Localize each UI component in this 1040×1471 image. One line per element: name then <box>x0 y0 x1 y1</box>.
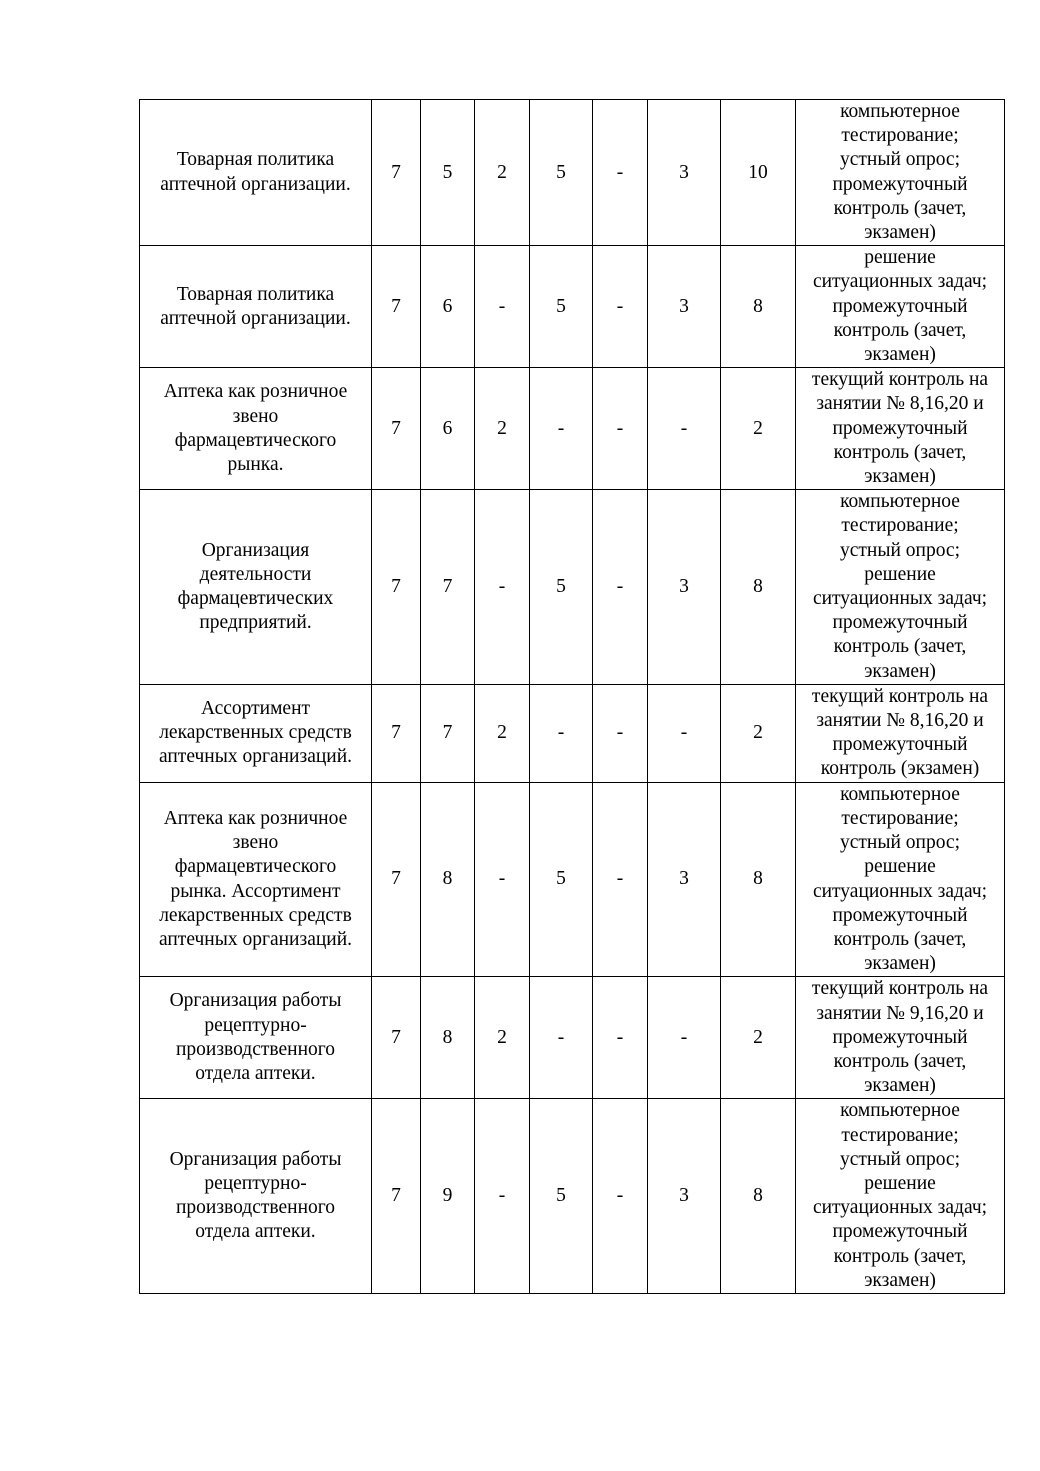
topic-cell: Товарная политика аптечной организации. <box>140 246 372 368</box>
control-form-cell: компьютерное тестирование; устный опрос; решение ситуационных задач; промежуточный контроль (зачет, экзамен) <box>796 490 1005 685</box>
lecture-hours-cell: - <box>475 246 530 368</box>
table-row <box>140 1099 1005 1294</box>
total-hours-cell: 2 <box>721 684 796 782</box>
topic-cell: Организация работы рецептурно- производственного отдела аптеки. <box>140 977 372 1099</box>
semester-cell: 7 <box>372 100 421 246</box>
table-row <box>140 684 1005 782</box>
control-form-cell: текущий контроль на занятии № 9,16,20 и промежуточный контроль (зачет, экзамен) <box>796 977 1005 1099</box>
semester-cell: 7 <box>372 1099 421 1294</box>
practice-hours-cell: - <box>530 977 593 1099</box>
table-row <box>140 246 1005 368</box>
week-cell: 7 <box>421 490 475 685</box>
lecture-hours-cell: 2 <box>475 684 530 782</box>
topic-cell: Товарная политика аптечной организации. <box>140 100 372 246</box>
lab-hours-cell: - <box>593 490 648 685</box>
topic-cell: Ассортимент лекарственных средств аптечных организаций. <box>140 684 372 782</box>
lecture-hours-cell: 2 <box>475 100 530 246</box>
lab-hours-cell: - <box>593 246 648 368</box>
topic-cell: Аптека как розничное звено фармацевтического рынка. Ассортимент лекарственных средств аптечных организаций. <box>140 782 372 977</box>
semester-cell: 7 <box>372 246 421 368</box>
control-form-cell: компьютерное тестирование; устный опрос; промежуточный контроль (зачет, экзамен) <box>796 100 1005 246</box>
lab-hours-cell: - <box>593 977 648 1099</box>
week-cell: 5 <box>421 100 475 246</box>
total-hours-cell: 8 <box>721 246 796 368</box>
total-hours-cell: 8 <box>721 782 796 977</box>
semester-cell: 7 <box>372 368 421 490</box>
week-cell: 6 <box>421 368 475 490</box>
self-study-hours-cell: 3 <box>648 246 721 368</box>
lab-hours-cell: - <box>593 100 648 246</box>
week-cell: 9 <box>421 1099 475 1294</box>
self-study-hours-cell: 3 <box>648 782 721 977</box>
table-row <box>140 368 1005 490</box>
lecture-hours-cell: 2 <box>475 977 530 1099</box>
lecture-hours-cell: 2 <box>475 368 530 490</box>
control-form-cell: компьютерное тестирование; устный опрос; решение ситуационных задач; промежуточный контроль (зачет, экзамен) <box>796 1099 1005 1294</box>
self-study-hours-cell: - <box>648 977 721 1099</box>
topic-cell: Организация работы рецептурно- производственного отдела аптеки. <box>140 1099 372 1294</box>
table-row <box>140 977 1005 1099</box>
control-form-cell: текущий контроль на занятии № 8,16,20 и промежуточный контроль (зачет, экзамен) <box>796 368 1005 490</box>
self-study-hours-cell: 3 <box>648 1099 721 1294</box>
self-study-hours-cell: 3 <box>648 100 721 246</box>
lab-hours-cell: - <box>593 368 648 490</box>
total-hours-cell: 8 <box>721 490 796 685</box>
practice-hours-cell: 5 <box>530 490 593 685</box>
curriculum-table <box>139 99 1005 1294</box>
self-study-hours-cell: 3 <box>648 490 721 685</box>
self-study-hours-cell: - <box>648 368 721 490</box>
total-hours-cell: 2 <box>721 368 796 490</box>
table-row <box>140 100 1005 246</box>
semester-cell: 7 <box>372 977 421 1099</box>
lecture-hours-cell: - <box>475 1099 530 1294</box>
practice-hours-cell: 5 <box>530 100 593 246</box>
control-form-cell: компьютерное тестирование; устный опрос; решение ситуационных задач; промежуточный контроль (зачет, экзамен) <box>796 782 1005 977</box>
control-form-cell: текущий контроль на занятии № 8,16,20 и промежуточный контроль (экзамен) <box>796 684 1005 782</box>
table-body <box>140 100 1005 1294</box>
lab-hours-cell: - <box>593 782 648 977</box>
lab-hours-cell: - <box>593 1099 648 1294</box>
practice-hours-cell: - <box>530 684 593 782</box>
self-study-hours-cell: - <box>648 684 721 782</box>
total-hours-cell: 8 <box>721 1099 796 1294</box>
lab-hours-cell: - <box>593 684 648 782</box>
total-hours-cell: 10 <box>721 100 796 246</box>
lecture-hours-cell: - <box>475 782 530 977</box>
week-cell: 6 <box>421 246 475 368</box>
total-hours-cell: 2 <box>721 977 796 1099</box>
week-cell: 8 <box>421 977 475 1099</box>
semester-cell: 7 <box>372 684 421 782</box>
week-cell: 7 <box>421 684 475 782</box>
lecture-hours-cell: - <box>475 490 530 685</box>
semester-cell: 7 <box>372 782 421 977</box>
practice-hours-cell: 5 <box>530 246 593 368</box>
control-form-cell: решение ситуационных задач; промежуточный контроль (зачет, экзамен) <box>796 246 1005 368</box>
practice-hours-cell: 5 <box>530 782 593 977</box>
topic-cell: Организация деятельности фармацевтических предприятий. <box>140 490 372 685</box>
practice-hours-cell: 5 <box>530 1099 593 1294</box>
topic-cell: Аптека как розничное звено фармацевтического рынка. <box>140 368 372 490</box>
week-cell: 8 <box>421 782 475 977</box>
table-row <box>140 490 1005 685</box>
table-row <box>140 782 1005 977</box>
practice-hours-cell: - <box>530 368 593 490</box>
semester-cell: 7 <box>372 490 421 685</box>
